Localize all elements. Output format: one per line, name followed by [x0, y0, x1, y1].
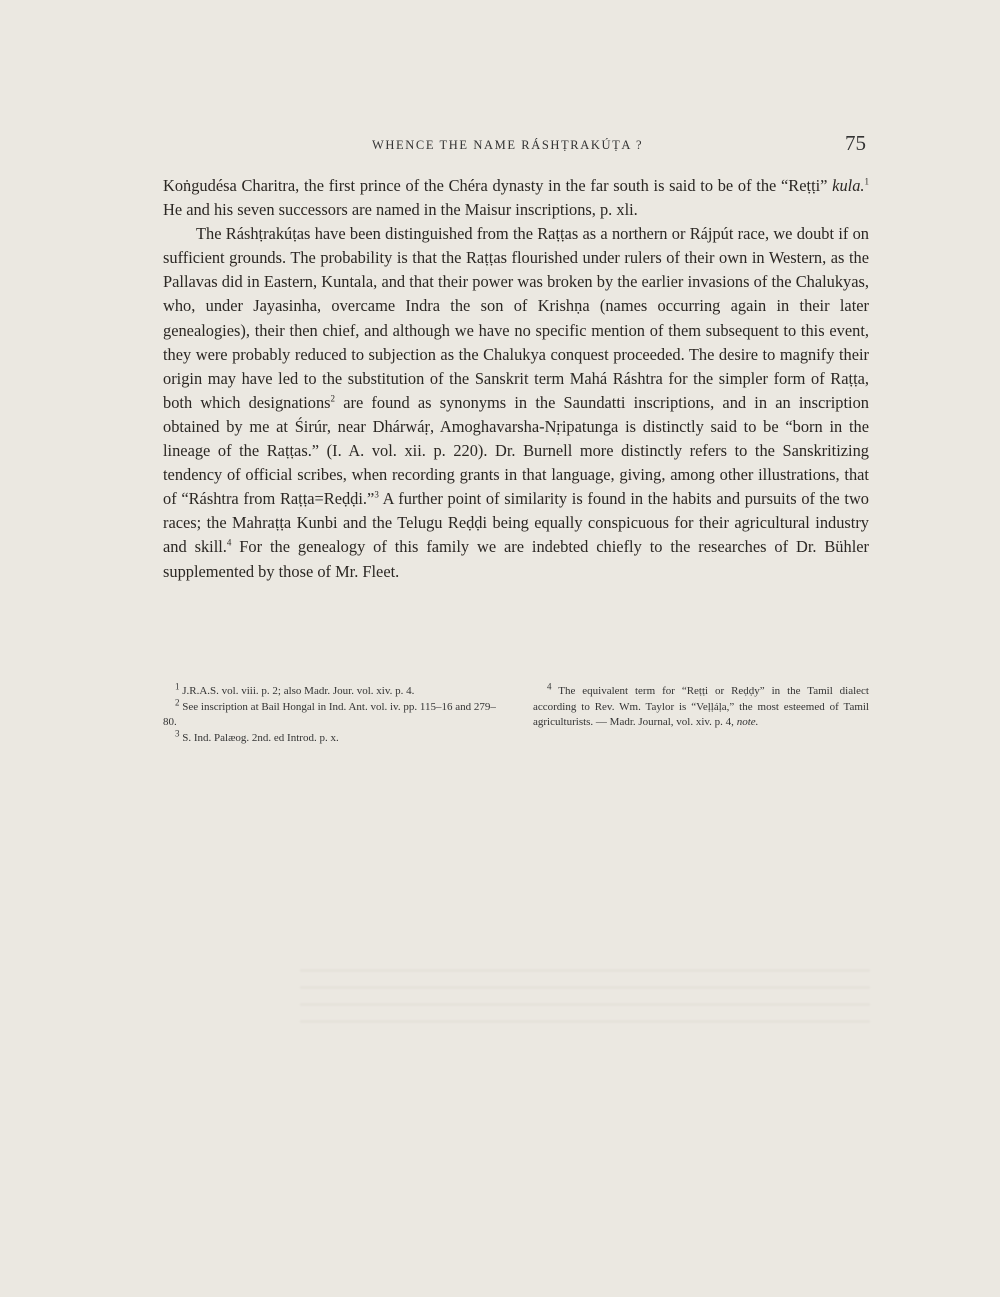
footnote-3-mark: 3 — [175, 728, 180, 739]
footnote-ref-2: 2 — [330, 393, 336, 404]
footnote-ref-1: 1 — [864, 176, 869, 187]
footnote-1 — [163, 681, 503, 700]
footnote-4-text: The equivalent term for “Reṭṭi or Reḍḍy” in the Tamil dialect according to Rev. Wm. Taylor is “Veḷḷáḷa,” the most esteemed of Tamil agriculturists. — Madr. Journal, vol. xiv. p. 4, — [533, 685, 869, 729]
footnote-2 — [163, 696, 503, 731]
paragraph-1-text-b: He and his seven successors are named in the Maisur inscriptions, p. xli. — [163, 200, 638, 220]
footnote-3-text: S. Ind. Palæog. 2nd. ed Introd. p. x. — [182, 731, 339, 744]
paragraph-1 — [163, 174, 869, 222]
footnote-4-mark: 4 — [547, 681, 552, 692]
paragraph-2-text-c: A further point of similarity is found in the habits and pursuits of the two races; the Mahraṭṭa Kunbi and the Telugu Reḍḍi being equally conspicuous for their agricultural industry and skill. — [163, 489, 869, 557]
footnote-4-note: note. — [736, 716, 759, 729]
footnote-2-mark: 2 — [175, 696, 180, 707]
footnote-2-text: See inscription at Bail Hongal in Ind. Ant. vol. iv. pp. 115–16 and 279–80. — [163, 700, 496, 729]
page-number: 75 — [845, 131, 866, 155]
footnote-1-mark: 1 — [175, 681, 180, 692]
footnote-1-text: J.R.A.S. vol. viii. p. 2; also Madr. Jour. vol. xiv. p. 4. — [182, 685, 415, 697]
bleed-through-texture — [300, 960, 870, 1030]
footnote-4 — [533, 681, 869, 731]
paragraph-2 — [163, 222, 869, 583]
paragraph-2-text-a: The Ráshṭrakúṭas have been distinguished from the Raṭṭas as a northern or Rájpút race, we doubt if on sufficient grounds. The probability is that the Raṭṭas flourished under rulers of their own in Western, as the Pallavas did in Eastern, Kuntala, and that their power was broken by the earlier invasions of the Chalukyas, who, under Jayasinha, overcame Indra the son of Krishṇa (names occurring again in their later genealogies), their then chief, and although we have no specific mention of them subsequent to this event, they were probably reduced to subjection as the Chalukya conquest proceeded. The desire to magnify their origin may have led to the substitution of the Sanskrit term Mahá Ráshtra for the simpler form of Raṭṭa, both which designations — [163, 224, 869, 412]
main-text — [163, 174, 869, 584]
footnote-3 — [163, 728, 503, 747]
kula-italic: kula. — [832, 176, 865, 195]
footnote-ref-4: 4 — [226, 537, 232, 548]
paragraph-2-text-b: are found as synonyms in the Saundatti inscriptions, and in an inscription obtained by me at Śirúr, near Dhárwáṛ, Amoghavarsha-Nṛipatunga is distinctly said to be “born in the lineage of the Raṭṭas.” (I. A. vol. xii. p. 220). Dr. Burnell more distinctly refers to the Sanskritizing tendency of official scribes, when recording grants in that language, giving, among other illustrations, that of “Ráshtra from Raṭṭa=Reḍḍi.” — [163, 392, 869, 509]
footnotes-left-column — [163, 681, 503, 746]
footnotes-right-column — [533, 681, 869, 746]
footnotes — [163, 681, 869, 746]
running-head: WHENCE THE NAME RÁSHṬRAKÚṬA ? — [372, 138, 644, 152]
footnote-ref-3: 3 — [374, 489, 379, 500]
paragraph-1-text-a: Koṅgudésa Charitra, the first prince of the Chéra dynasty in the far south is said to be of the “Reṭṭi” — [163, 176, 833, 195]
paragraph-2-text-d: For the genealogy of this family we are indebted chiefly to the researches of Dr. Bühler supplemented by those of Mr. Fleet. — [163, 537, 869, 581]
